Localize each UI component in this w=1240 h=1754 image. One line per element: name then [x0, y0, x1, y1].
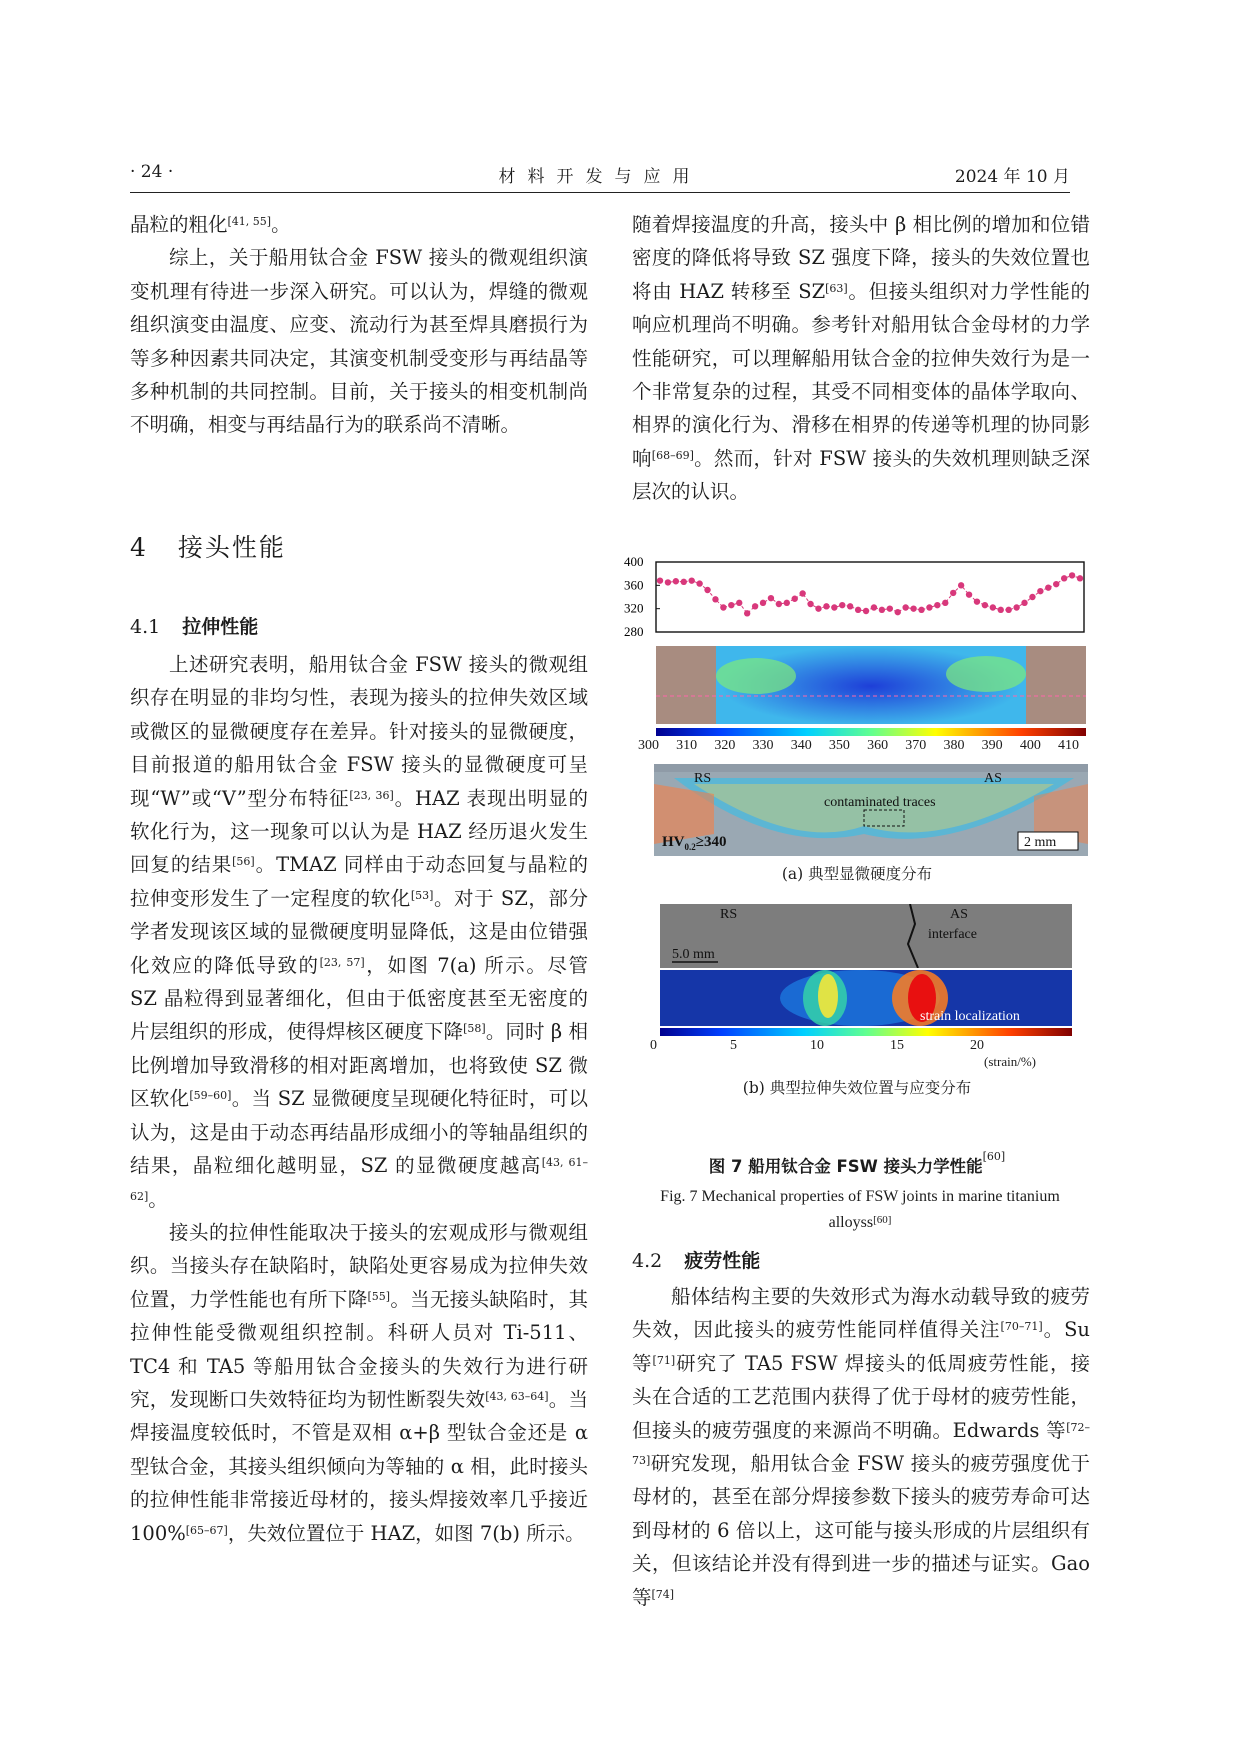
- colorbar-tick-label: 340: [790, 738, 812, 753]
- profile-data-point: [792, 596, 798, 602]
- figure-caption-en: Fig. 7 Mechanical properties of FSW joints in marine titanium alloyss[60]: [660, 1188, 1060, 1231]
- strain-unit-label: (strain/%): [984, 1054, 1036, 1069]
- label-as: AS: [984, 771, 1002, 786]
- journal-title: 材料开发与应用: [498, 167, 702, 187]
- header-rule: [130, 192, 1070, 193]
- colorbar-tick-label: 320: [714, 738, 736, 753]
- profile-data-point: [982, 602, 988, 608]
- profile-data-point: [1045, 584, 1051, 590]
- profile-data-point: [696, 580, 702, 586]
- profile-data-point: [807, 601, 813, 607]
- label-rs: RS: [694, 771, 712, 786]
- colorbar-tick-label: 400: [1019, 738, 1041, 753]
- profile-data-point: [744, 610, 750, 616]
- profile-data-point: [1037, 588, 1043, 594]
- profile-data-point: [673, 578, 679, 584]
- profile-data-point: [950, 590, 956, 596]
- left-column-body: [130, 648, 588, 1550]
- paragraph-right-top: 随着焊接温度的升高，接头中 β 相比例的增加和位错密度的降低将导致 SZ 强度下降，接头的失效位置也将由 HAZ 转移至 SZ[63]。但接头组织对力学性能的响应机理尚不明确。参考针对船用钛合金母材的力学性能研究，可以理解船用钛合金的拉伸失效行为是一个非常复杂的过程，其受不同相变体的晶体学取向、相界的演化行为、滑移在相界的传递等机理的协同影响[68–69]。然而，针对 FSW 接头的失效机理则缺乏深层次的认识。: [632, 213, 1090, 504]
- profile-data-point: [966, 591, 972, 597]
- strain-map: [660, 970, 1072, 1026]
- profile-data-point: [681, 579, 687, 585]
- profile-data-point: [1021, 600, 1027, 606]
- colorbar-tick-label: 10: [810, 1038, 824, 1053]
- scale-bar-b-label: 5.0 mm: [672, 947, 715, 962]
- hardness-profile-chart: [624, 556, 1090, 638]
- profile-data-point: [839, 602, 845, 608]
- profile-data-point: [871, 604, 877, 610]
- fracture-macro-image: [660, 904, 1072, 968]
- profile-data-point: [784, 600, 790, 606]
- hardness-map: [656, 646, 1086, 724]
- profile-data-point: [958, 582, 964, 588]
- profile-data-point: [902, 604, 908, 610]
- caption-b: (b) 典型拉伸失效位置与应变分布: [742, 1079, 972, 1097]
- label-contaminated-traces: contaminated traces: [824, 795, 936, 810]
- profile-data-point: [752, 603, 758, 609]
- figure-caption-cn: 图 7 船用钛合金 FSW 接头力学性能[60]: [708, 1150, 1006, 1176]
- profile-data-point: [736, 600, 742, 606]
- profile-data-point: [879, 607, 885, 613]
- y-tick-label: 400: [624, 556, 644, 569]
- section-number: 4: [130, 533, 148, 562]
- section-title: 接头性能: [177, 533, 286, 562]
- colorbar-tick-label: 330: [752, 738, 774, 753]
- y-tick-label: 320: [624, 600, 644, 616]
- profile-data-point: [799, 590, 805, 596]
- chart-frame: [656, 562, 1084, 632]
- profile-data-point: [720, 604, 726, 610]
- profile-data-point: [863, 608, 869, 614]
- paragraph-summary: 综上，关于船用钛合金 FSW 接头的微观组织演变机理有待进一步深入研究。可以认为，焊缝的微观组织演变由温度、应变、流动行为甚至焊具磨损行为等多种因素共同决定，其演变机制受变形与再结晶等多种机制的共同控制。目前，关于接头的相变机制尚不明确，相变与再结晶行为的联系尚不清晰。: [130, 246, 588, 437]
- profile-data-point: [910, 605, 916, 611]
- y-tick-label: 280: [624, 624, 644, 638]
- profile-data-point: [998, 607, 1004, 613]
- colorbar-tick-label: 380: [943, 738, 965, 753]
- cross-section-hardness-map: [654, 764, 1088, 856]
- profile-data-point: [1077, 575, 1083, 581]
- left-column-top: [130, 208, 588, 442]
- profile-data-point: [1069, 572, 1075, 578]
- profile-data-point: [918, 607, 924, 613]
- profile-data-point: [831, 604, 837, 610]
- profile-data-point: [1061, 575, 1067, 581]
- subsection-heading-4-2: 4.2 疲劳性能: [632, 1250, 761, 1272]
- hardness-colorbar-ticks: [638, 738, 1098, 758]
- colorbar-tick-label: 390: [981, 738, 1003, 753]
- profile-data-point: [934, 602, 940, 608]
- colorbar-tick-label: 360: [867, 738, 889, 753]
- profile-data-point: [665, 579, 671, 585]
- label-hv: $HV_{0.2}\ge 340$: [662, 834, 727, 852]
- profile-data-point: [1029, 594, 1035, 600]
- profile-data-point: [657, 577, 663, 583]
- profile-data-point: [728, 602, 734, 608]
- profile-data-point: [887, 605, 893, 611]
- profile-data-point: [712, 596, 718, 602]
- page-number: · 24 ·: [130, 162, 174, 182]
- y-tick-label: 360: [624, 577, 644, 593]
- paragraph-fatigue: 船体结构主要的失效形式为海水动载导致的疲劳失效，因此接头的疲劳性能同样值得关注[70–71]。Su 等[71]研究了 TA5 FSW 焊接头的低周疲劳性能，接头在合适的工艺范围内获得了优于母材的疲劳性能，但接头的疲劳强度的来源尚不明确。Edwards 等[72– 73]研究发现，船用钛合金 FSW 接头的疲劳强度优于母材的，甚至在部分焊接参数下接头的疲劳寿命可达到母材的 6 倍以上，这可能与接头形成的片层组织有关，但该结论并没有得到进一步的描述与证实。Gao 等[74]: [632, 1285, 1090, 1609]
- profile-data-point: [990, 604, 996, 610]
- colorbar-tick-label: 15: [890, 1038, 904, 1053]
- colorbar-tick-label: 350: [828, 738, 850, 753]
- figure-7: [624, 556, 1090, 1136]
- right-column-top: [632, 208, 1090, 509]
- hardness-colorbar: [656, 728, 1086, 738]
- colorbar-tick-label: 300: [638, 738, 659, 753]
- profile-data-point: [760, 600, 766, 606]
- profile-data-point: [768, 595, 774, 601]
- paragraph-hardness: 上述研究表明，船用钛合金 FSW 接头的微观组织存在明显的非均匀性，表现为接头的拉伸失效区域或微区的显微硬度存在差异。针对接头的显微硬度，目前报道的船用钛合金 FSW 接头的显微硬度可呈现“W”或“V”型分布特征[23, 36]。HAZ 表现出明显的软化行为，这一现象可以认为是 HAZ 经历退火发生回复的结果[56]。TMAZ 同样由于动态回复与晶粒的拉伸变形发生了一定程度的软化[53]。对于 SZ，部分学者发现该区域的显微硬度明显降低，这是由位错强化效应的降低导致的[23, 57]，如图 7(a) 所示。尽管 SZ 晶粒得到显著细化，但由于低密度甚至无密度的片层组织的形成，使得焊核区硬度下降[58]。同时 β 相比例增加导致滑移的相对距离增加，也将致使 SZ 微区软化[59–60]。当 SZ 显微硬度呈现硬化特征时，可以认为，这是由于动态再结晶形成细小的等轴晶组织的结果，晶粒细化越明显，SZ 的显微硬度越高[43, 61–62]。: [130, 653, 589, 1211]
- profile-data-point: [1013, 604, 1019, 610]
- label-rs-b: RS: [720, 907, 738, 922]
- strain-colorbar: [660, 1028, 1072, 1038]
- label-interface: interface: [928, 927, 977, 942]
- profile-data-point: [776, 601, 782, 607]
- colorbar-tick-label: 410: [1058, 738, 1079, 753]
- colorbar-tick-label: 370: [905, 738, 927, 753]
- profile-data-point: [1053, 581, 1059, 587]
- profile-data-point: [1005, 607, 1011, 613]
- profile-data-point: [847, 603, 853, 609]
- right-column-body: [632, 1280, 1090, 1614]
- issue-date: 2024 年 10 月: [954, 167, 1070, 187]
- label-strain-localization: strain localization: [920, 1009, 1020, 1024]
- subsection-heading-4-1: 4.1 拉伸性能: [130, 616, 259, 638]
- colorbar-tick-label: 310: [676, 738, 698, 753]
- label-as-b: AS: [950, 907, 968, 922]
- profile-data-point: [704, 587, 710, 593]
- profile-data-point: [942, 600, 948, 606]
- paragraph-continued: 晶粒的粗化[41, 55]。: [130, 213, 291, 236]
- profile-data-point: [974, 598, 980, 604]
- profile-data-point: [815, 605, 821, 611]
- scale-bar-a-label: 2 mm: [1024, 835, 1057, 850]
- profile-data-point: [855, 607, 861, 613]
- colorbar-tick-label: 5: [730, 1038, 737, 1053]
- profile-data-point: [823, 603, 829, 609]
- colorbar-tick-label: 0: [650, 1038, 657, 1053]
- citation: [41, 55]: [227, 215, 272, 228]
- caption-a: (a) 典型显微硬度分布: [781, 865, 933, 883]
- running-header: [130, 160, 1070, 190]
- profile-data-point: [895, 609, 901, 615]
- profile-data-point: [926, 604, 932, 610]
- paragraph-tensile: 接头的拉伸性能取决于接头的宏观成形与微观组织。当接头存在缺陷时，缺陷处更容易成为拉伸失效位置，力学性能也有所下降[55]。当无接头缺陷时，其拉伸性能受微观组织控制。科研人员对 Ti-511、TC4 和 TA5 等船用钛合金接头的失效行为进行研究，发现断口失效特征均为韧性断裂失效[43, 63–64]。当焊接温度较低时，不管是双相 α+β 型钛合金还是 α 型钛合金，其接头组织倾向为等轴的 α 相，此时接头的拉伸性能非常接近母材的，接头焊接效率几乎接近 100%[65–67]，失效位置位于 HAZ，如图 7(b) 所示。: [130, 1220, 589, 1545]
- colorbar-tick-label: 20: [970, 1038, 984, 1053]
- section-heading: [130, 528, 286, 564]
- profile-data-point: [688, 577, 694, 583]
